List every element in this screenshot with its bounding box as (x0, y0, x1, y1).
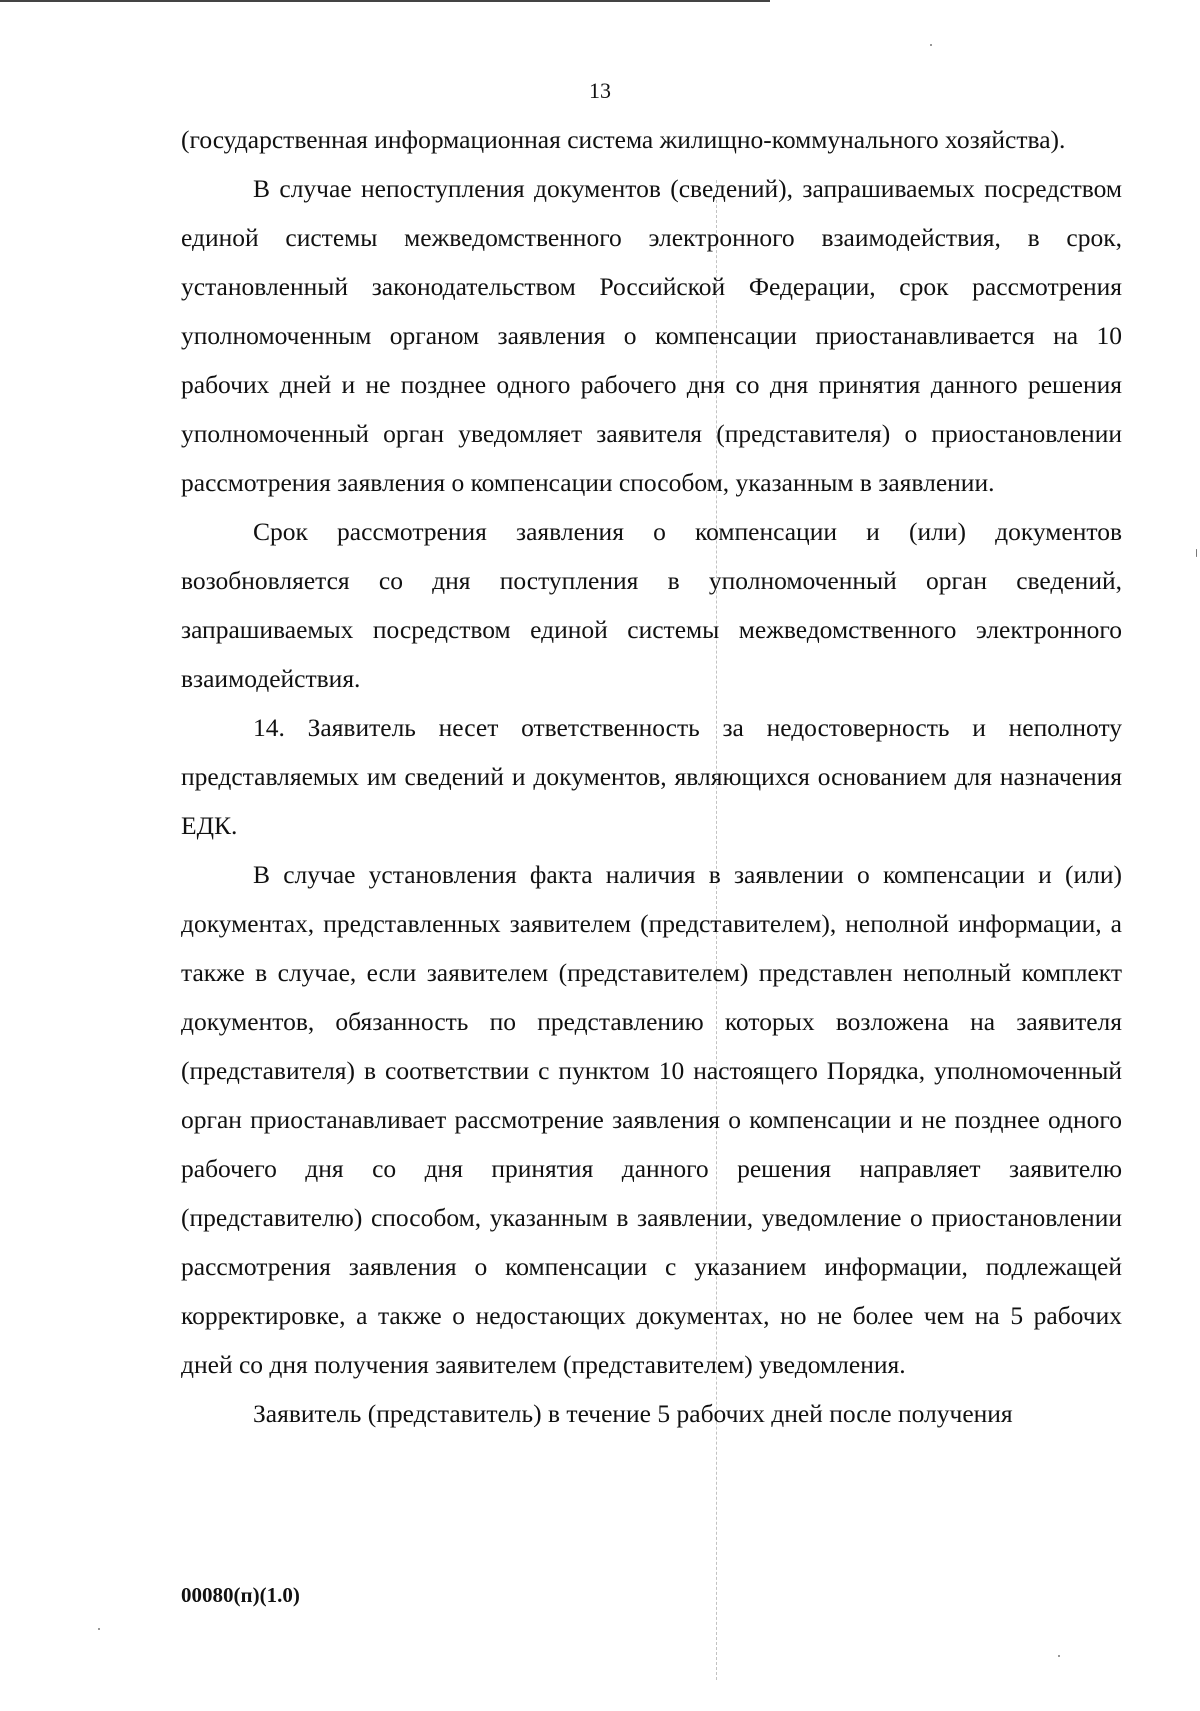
paragraph-3: Срок рассмотрения заявления о компенсации и (или) документов возобновляется со дня поступления в уполномоченный орган сведений, запрашиваемых посредством единой системы межведомственного электронного взаимодействия. (181, 517, 1122, 693)
document-code: 00080(п)(1.0) (181, 1583, 300, 1607)
top-edge-line (0, 0, 770, 2)
paragraph-1: (государственная информационная система жилищно-коммунального хозяйства). (181, 125, 1066, 154)
scan-speck (930, 44, 932, 46)
paragraph-4: 14. Заявитель несет ответственность за недостоверность и неполноту представляемых им сведений и документов, являющихся основанием для назначения ЕДК. (181, 713, 1122, 840)
scan-speck (1058, 1655, 1060, 1657)
paragraph-5: В случае установления факта наличия в заявлении о компенсации и (или) документах, представленных заявителем (представителем), неполной информации, а также в случае, если заявителем (представителем) представлен неполный комплект документов, обязанность по представлению которых возложена на заявителя (представителя) в соответствии с пунктом 10 настоящего Порядка, уполномоченный орган приостанавливает рассмотрение заявления о компенсации и не позднее одного рабочего дня со дня принятия данного решения направляет заявителю (представителю) способом, указанным в заявлении, уведомление о приостановлении рассмотрения заявления о компенсации с указанием информации, подлежащей корректировке, а также о недостающих документах, но не более чем на 5 рабочих дней со дня получения заявителем (представителем) уведомления. (181, 860, 1122, 1379)
scan-speck (1196, 549, 1197, 557)
scan-speck (98, 1628, 100, 1630)
paragraph-6: Заявитель (представитель) в течение 5 рабочих дней после получения (253, 1399, 1013, 1428)
paragraph-2: В случае непоступления документов (сведений), запрашиваемых посредством единой системы межведомственного электронного взаимодействия, в срок, установленный законодательством Российской Федерации, срок рассмотрения уполномоченным органом заявления о компенсации приостанавливается на 10 рабочих дней и не позднее одного рабочего дня со дня принятия данного решения уполномоченный орган уведомляет заявителя (представителя) о приостановлении рассмотрения заявления о компенсации способом, указанным в заявлении. (181, 174, 1122, 497)
body-text (181, 115, 1122, 1438)
page-number: 13 (589, 78, 611, 103)
